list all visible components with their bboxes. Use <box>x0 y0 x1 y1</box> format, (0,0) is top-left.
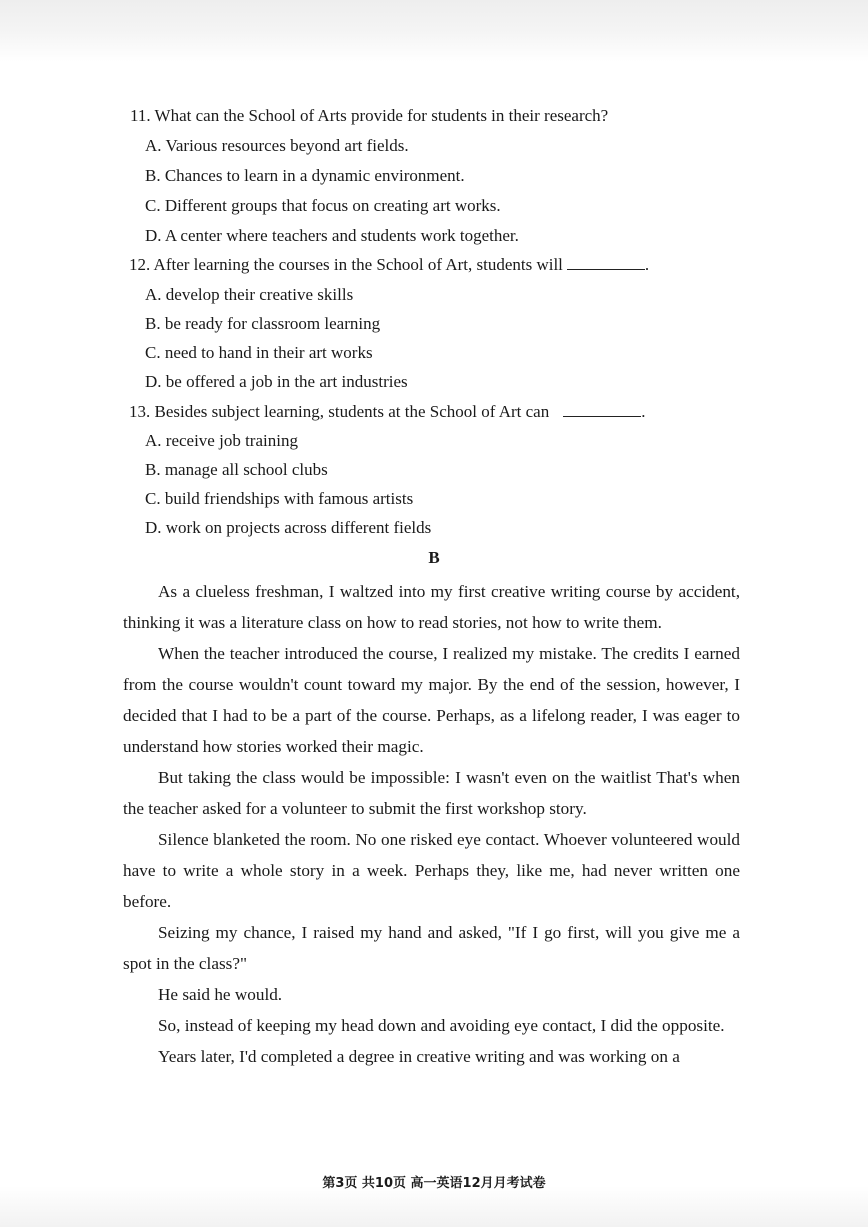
passage-paragraph: But taking the class would be impossible: I wasn't even on the waitlist That's when the teacher asked for a volunteer to submit the first workshop story. <box>123 768 740 818</box>
question-12-stem-end: . <box>644 255 650 274</box>
question-11-option-d: D. A center where teachers and students work together. <box>145 226 519 245</box>
question-13-option-d: D. work on projects across different fields <box>145 518 432 537</box>
question-11-option-c: C. Different groups that focus on creating art works. <box>145 196 501 215</box>
passage-paragraph: Silence blanketed the room. No one risked eye contact. Whoever volunteered would have to write a whole story in a week. Perhaps they, like me, had never written one before. <box>123 830 740 911</box>
passage-paragraph: When the teacher introduced the course, I realized my mistake. The credits I earned from the course wouldn't count toward my major. By the end of the session, however, I decided that I had to be a part of the course. Perhaps, as a lifelong reader, I was eager to understand how stories worked their magic. <box>123 644 740 756</box>
question-12-option-a: A. develop their creative skills <box>145 285 354 304</box>
passage-paragraph: So, instead of keeping my head down and avoiding eye contact, I did the opposite. <box>158 1016 725 1035</box>
question-13-option-a: A. receive job training <box>145 431 298 450</box>
question-11-stem: 11. What can the School of Arts provide for students in their research? <box>130 106 609 125</box>
scan-shadow-bottom <box>0 1186 868 1227</box>
answer-blank <box>563 402 641 417</box>
question-12-stem-line <box>129 255 729 275</box>
passage-paragraph: Years later, I'd completed a degree in creative writing and was working on a <box>158 1047 680 1066</box>
section-label: B <box>428 548 440 567</box>
question-12-stem: 12. After learning the courses in the School of Art, students will <box>129 255 563 274</box>
passage-paragraph: He said he would. <box>158 985 283 1004</box>
page-footer: 第3页 共10页 高一英语12月月考试卷 <box>322 1176 546 1191</box>
question-12-option-d: D. be offered a job in the art industries <box>145 372 408 391</box>
question-11-option-a: A. Various resources beyond art fields. <box>145 136 409 155</box>
question-13-option-b: B. manage all school clubs <box>145 460 328 479</box>
passage-paragraph: As a clueless freshman, I waltzed into my first creative writing course by accident, thinking it was a literature class on how to read stories, not how to write them. <box>123 582 740 632</box>
question-13-stem-line <box>129 402 729 422</box>
reading-passage <box>123 576 740 1072</box>
question-11-option-b: B. Chances to learn in a dynamic environment. <box>145 166 465 185</box>
question-12-option-c: C. need to hand in their art works <box>145 343 373 362</box>
question-12-option-b: B. be ready for classroom learning <box>145 314 381 333</box>
question-13-option-c: C. build friendships with famous artists <box>145 489 414 508</box>
passage-paragraph: Seizing my chance, I raised my hand and asked, "If I go first, will you give me a spot in the class?" <box>123 923 740 973</box>
answer-blank <box>567 255 645 270</box>
question-13-stem-end: . <box>641 402 646 421</box>
question-13-stem: 13. Besides subject learning, students at the School of Art can <box>129 402 550 421</box>
